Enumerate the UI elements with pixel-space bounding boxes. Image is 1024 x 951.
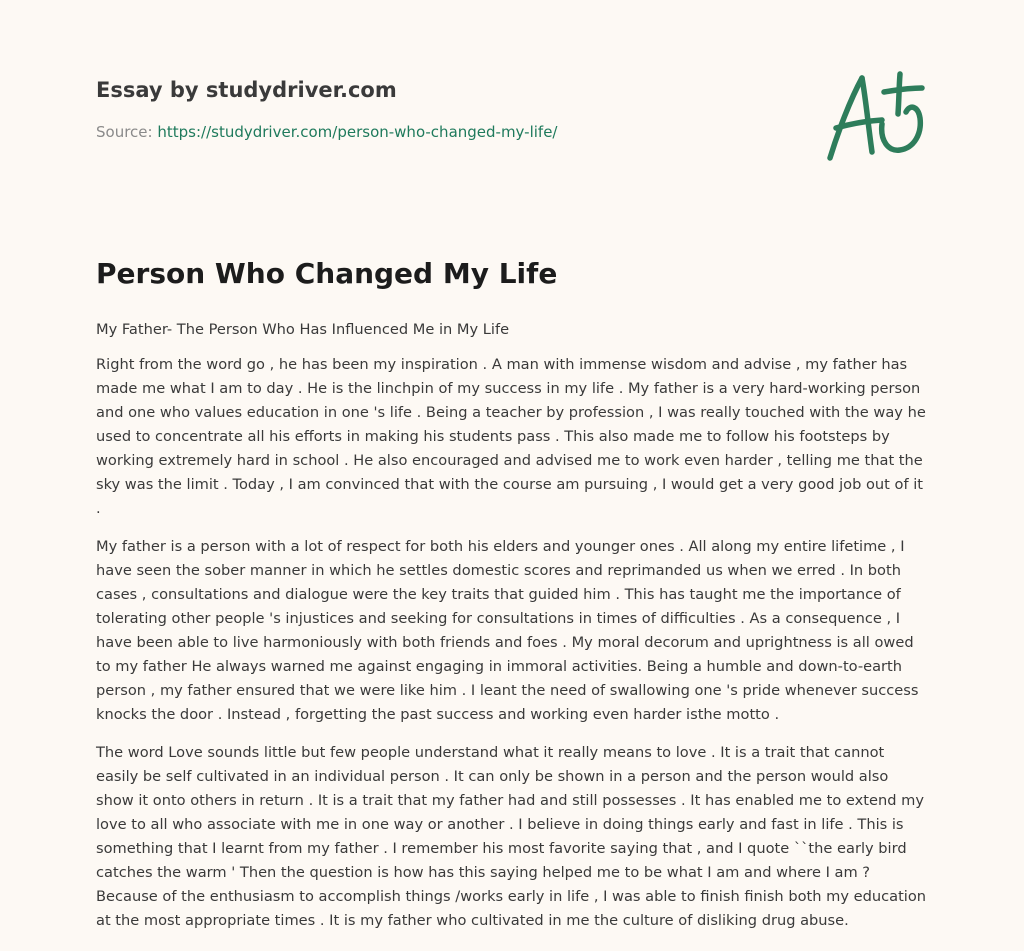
essay-paragraph-2: My father is a person with a lot of respect for both his elders and younger ones . All along my entire lifetime , I have seen the sober manner in which he settles domestic scores and reprimanded us when we erred . In both cases , consultations and dialogue were the key traits that guided him . This has taught me the importance of tolerating other people 's injustices and seeking for consultations in times of difficulties . As a consequence , I have been able to live harmoniously with both friends and foes . My moral decorum and uprightness is all owed to my father He always warned me against engaging in immoral activities. Being a humble and down-to-earth person , my father ensured that we were like him . I leant the need of swallowing one 's pride whenever success knocks the door . Instead , forgetting the past success and working even harder isthe motto .	[96, 538, 919, 723]
essay-paragraph-1: Right from the word go , he has been my inspiration . A man with immense wisdom and advise , my father has made me what I am to day . He is the linchpin of my success in my life . My father is a very hard-working person and one who values education in one 's life . Being a teacher by profession , I was really touched with the way he used to concentrate all his efforts in making his students pass . This also made me to follow his footsteps by working extremely hard in school . He also encouraged and advised me to work even harder , telling me that the sky was the limit . Today , I am convinced that with the course am pursuing , I would get a very good job out of it .	[96, 356, 926, 517]
source-label: Source:	[96, 123, 153, 141]
brand-title: Essay by studydriver.com	[96, 78, 397, 102]
a-right-stroke	[862, 78, 872, 152]
source-link[interactable]: https://studydriver.com/person-who-changed-my-life/	[157, 123, 558, 141]
essay-content	[96, 254, 928, 933]
essay-subtitle: My Father- The Person Who Has Influenced Me in My Life	[96, 321, 510, 338]
plus-vertical-stroke	[898, 74, 900, 114]
swirl-stroke	[882, 107, 921, 150]
page-header	[96, 76, 796, 142]
essay-paragraph-3: The word Love sounds little but few people understand what it really means to love . It is a trait that cannot easily be self cultivated in an individual person . It can only be shown in a person and the person would also show it onto others in return . It is a trait that my father had and still possesses . It has enabled me to extend my love to all who associate with me in one way or another . I believe in doing things early and fast in life . This is something that I learnt from my father . I remember his most favorite saying that , and I quote ``the early bird catches the warm ' Then the question is how has this saying helped me to be what I am and where I am ? Because of the enthusiasm to accomplish things /works early in life , I was able to finish finish both my education at the most appropriate times . It is my father who cultivated in me the culture of disliking drug abuse.	[96, 744, 927, 929]
source-line	[96, 122, 796, 142]
plus-horizontal-stroke	[884, 88, 922, 92]
a-left-stroke	[830, 78, 862, 158]
a-plus-logo-svg	[822, 66, 930, 166]
essay-title: Person Who Changed My Life	[96, 257, 558, 290]
a-plus-grade-icon	[822, 66, 930, 166]
